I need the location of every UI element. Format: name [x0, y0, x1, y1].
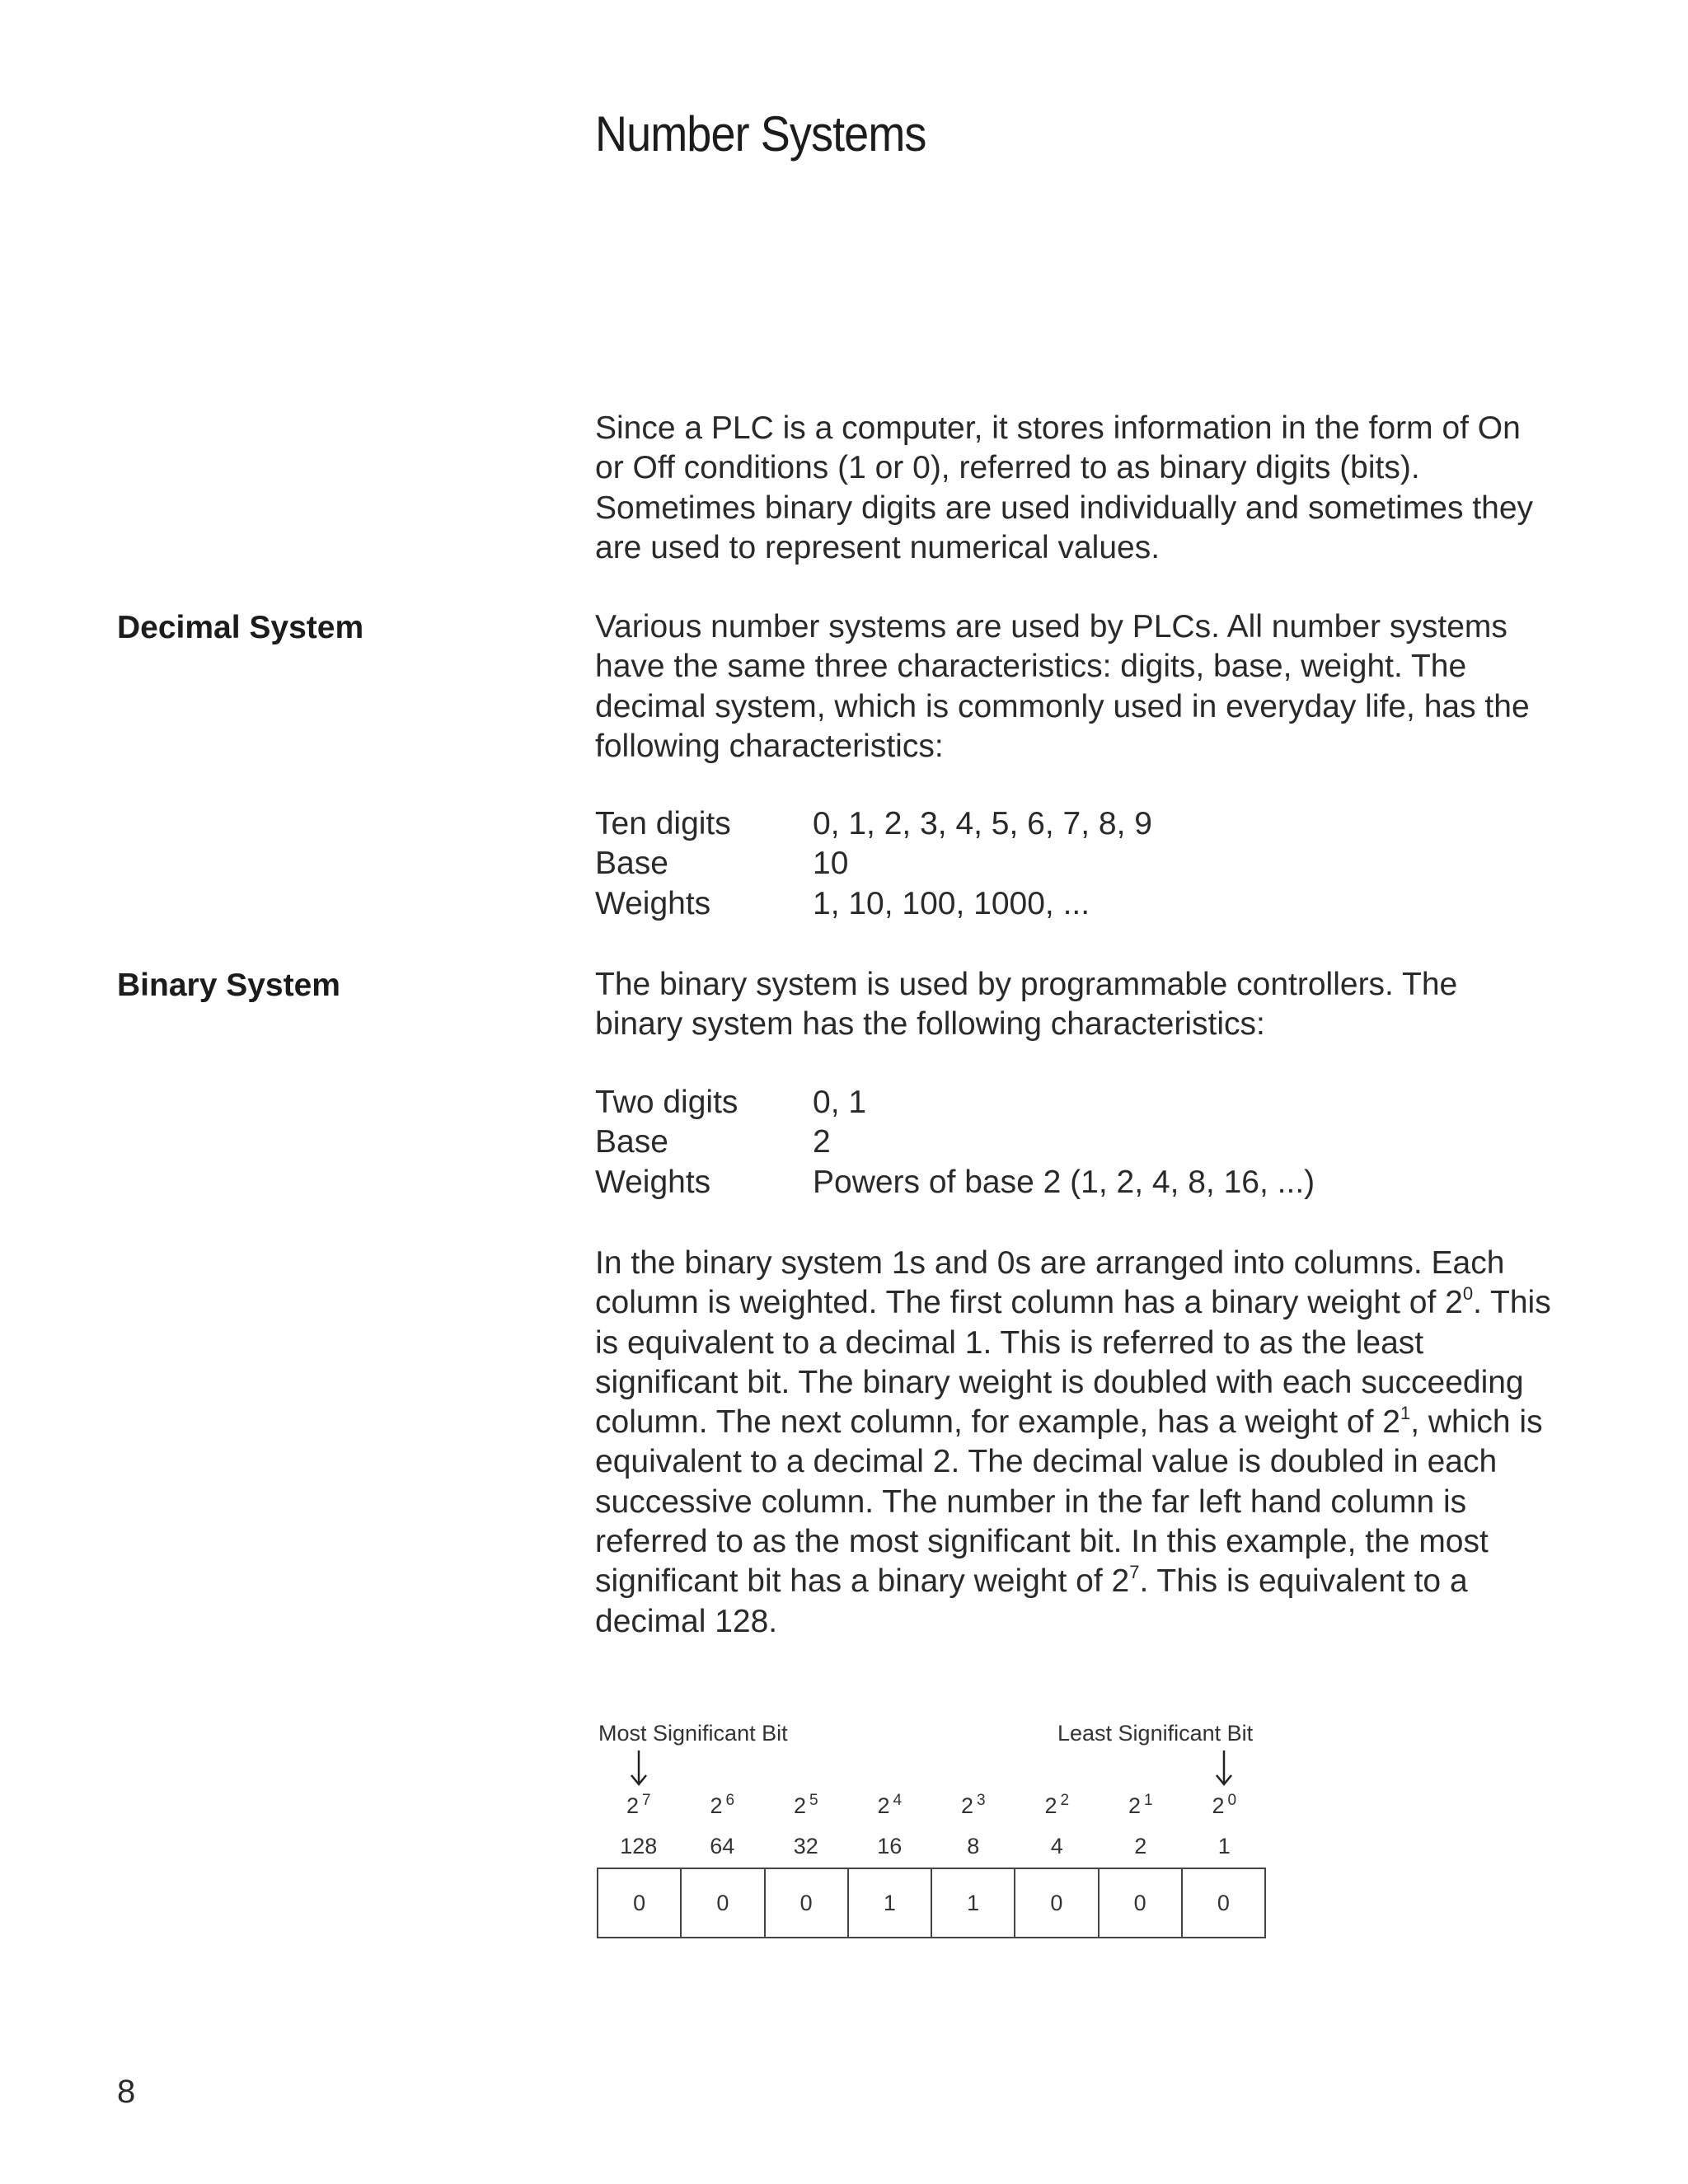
characteristic-value: Powers of base 2 (1, 2, 4, 8, 16, ...) [813, 1164, 1315, 1200]
power-base: 2 [626, 1793, 639, 1818]
weight-cell: 2 [1134, 1834, 1147, 1858]
power-cell [1015, 1793, 1100, 1819]
characteristic-term: Base [595, 1124, 668, 1160]
power-exponent: 2 [1060, 1792, 1070, 1809]
power-cell [931, 1793, 1015, 1819]
characteristic-term: Base [595, 846, 668, 882]
down-arrow-icon [629, 1749, 649, 1787]
characteristic-value: 2 [813, 1124, 831, 1160]
explanation-text: . This is equivalent to a decimal 1. This is referred to as the least significant bit. The binary weight is doubled with each succeeding column. The next column, for example, has a weight of 2 [595, 1285, 1551, 1441]
power-exponent: 7 [641, 1792, 651, 1809]
characteristic-row [595, 844, 1152, 883]
bit-cell: 1 [849, 1869, 932, 1937]
characteristic-value: 0, 1, 2, 3, 4, 5, 6, 7, 8, 9 [813, 806, 1152, 841]
power-exponent: 1 [1143, 1792, 1153, 1809]
characteristic-term: Weights [595, 885, 711, 921]
bit-cell: 0 [598, 1869, 682, 1937]
powers-row [597, 1793, 1431, 1819]
power-cell [681, 1793, 765, 1819]
weight-cell: 64 [710, 1834, 735, 1858]
bit-cell: 0 [682, 1869, 765, 1937]
decimal-system-heading: Decimal System [117, 610, 364, 645]
bit-cell: 0 [1100, 1869, 1183, 1937]
bit-values-box [597, 1868, 1266, 1938]
power-base: 2 [1212, 1793, 1225, 1818]
characteristic-value: 0, 1 [813, 1085, 867, 1120]
page-number: 8 [117, 2074, 136, 2110]
bit-cell: 0 [1217, 1890, 1230, 1915]
power-exponent: 0 [1227, 1792, 1237, 1809]
characteristic-value: 10 [813, 846, 849, 882]
binary-characteristics-table [595, 1083, 1315, 1202]
weight-cell: 16 [877, 1834, 903, 1858]
characteristic-row [595, 1122, 1315, 1162]
down-arrow-icon [1214, 1749, 1234, 1787]
bit-cell: 0 [1015, 1869, 1099, 1937]
power-exponent: 6 [725, 1792, 735, 1809]
weight-cell: 8 [967, 1834, 980, 1858]
power-base: 2 [960, 1793, 973, 1818]
decimal-system-paragraph: Various number systems are used by PLCs. All number systems have the same three characteristics: digits, base, weight. The decimal system, which is commonly used in everyday life, has the following characteristics: [595, 609, 1530, 764]
page-title: Number Systems [595, 106, 926, 162]
power-base: 2 [877, 1793, 890, 1818]
superscript-exponent: 1 [1400, 1403, 1411, 1424]
msb-label: Most Significant Bit [598, 1721, 788, 1746]
power-exponent: 5 [809, 1792, 818, 1809]
weight-cell: 4 [1050, 1834, 1063, 1858]
lsb-label: Least Significant Bit [1057, 1721, 1254, 1746]
binary-system-heading: Binary System [117, 968, 340, 1003]
superscript-exponent: 0 [1462, 1283, 1474, 1305]
power-base: 2 [793, 1793, 806, 1818]
bit-cell: 1 [932, 1869, 1015, 1937]
weight-cell: 128 [620, 1834, 658, 1858]
power-cell [848, 1793, 932, 1819]
characteristic-value: 1, 10, 100, 1000, ... [813, 885, 1090, 921]
power-base: 2 [1128, 1793, 1141, 1818]
power-cell [764, 1793, 848, 1819]
explanation-text: . This is equivalent to a decimal 128. [595, 1563, 1468, 1639]
decimal-characteristics-table [595, 804, 1152, 924]
characteristic-term: Two digits [595, 1085, 738, 1120]
power-base: 2 [1044, 1793, 1057, 1818]
weight-cell: 1 [1217, 1834, 1231, 1858]
superscript-exponent: 7 [1129, 1562, 1140, 1583]
weight-cell: 32 [793, 1834, 818, 1858]
characteristic-row [595, 804, 1152, 844]
binary-system-paragraph: The binary system is used by programmable controllers. The binary system has the following characteristics: [595, 967, 1458, 1043]
characteristic-row [595, 884, 1152, 924]
intro-paragraph: Since a PLC is a computer, it stores information in the form of On or Off conditions (1 or 0), referred to as binary digits (bits). Sometimes binary digits are used individually and sometimes they are used to represent numerical values. [595, 410, 1534, 565]
characteristic-term: Ten digits [595, 806, 731, 841]
bit-cell: 0 [766, 1869, 849, 1937]
binary-explanation-paragraph [595, 1244, 1551, 1642]
characteristic-term: Weights [595, 1164, 711, 1200]
power-cell [1183, 1793, 1267, 1819]
explanation-text: In the binary system 1s and 0s are arranged into columns. Each column is weighted. The first column has a binary weight of 2 [595, 1245, 1505, 1321]
characteristic-row [595, 1083, 1315, 1122]
power-cell [597, 1793, 681, 1819]
power-base: 2 [710, 1793, 723, 1818]
power-cell [1099, 1793, 1183, 1819]
explanation-text: , which is equivalent to a decimal 2. The decimal value is doubled in each successive column. The number in the far left hand column is referred to as the most significant bit. In this example, the most significant bit has a binary weight of 2 [595, 1404, 1543, 1600]
power-exponent: 3 [976, 1792, 986, 1809]
power-exponent: 4 [893, 1792, 903, 1809]
characteristic-row [595, 1163, 1315, 1202]
decimal-weights-row [597, 1834, 1431, 1859]
